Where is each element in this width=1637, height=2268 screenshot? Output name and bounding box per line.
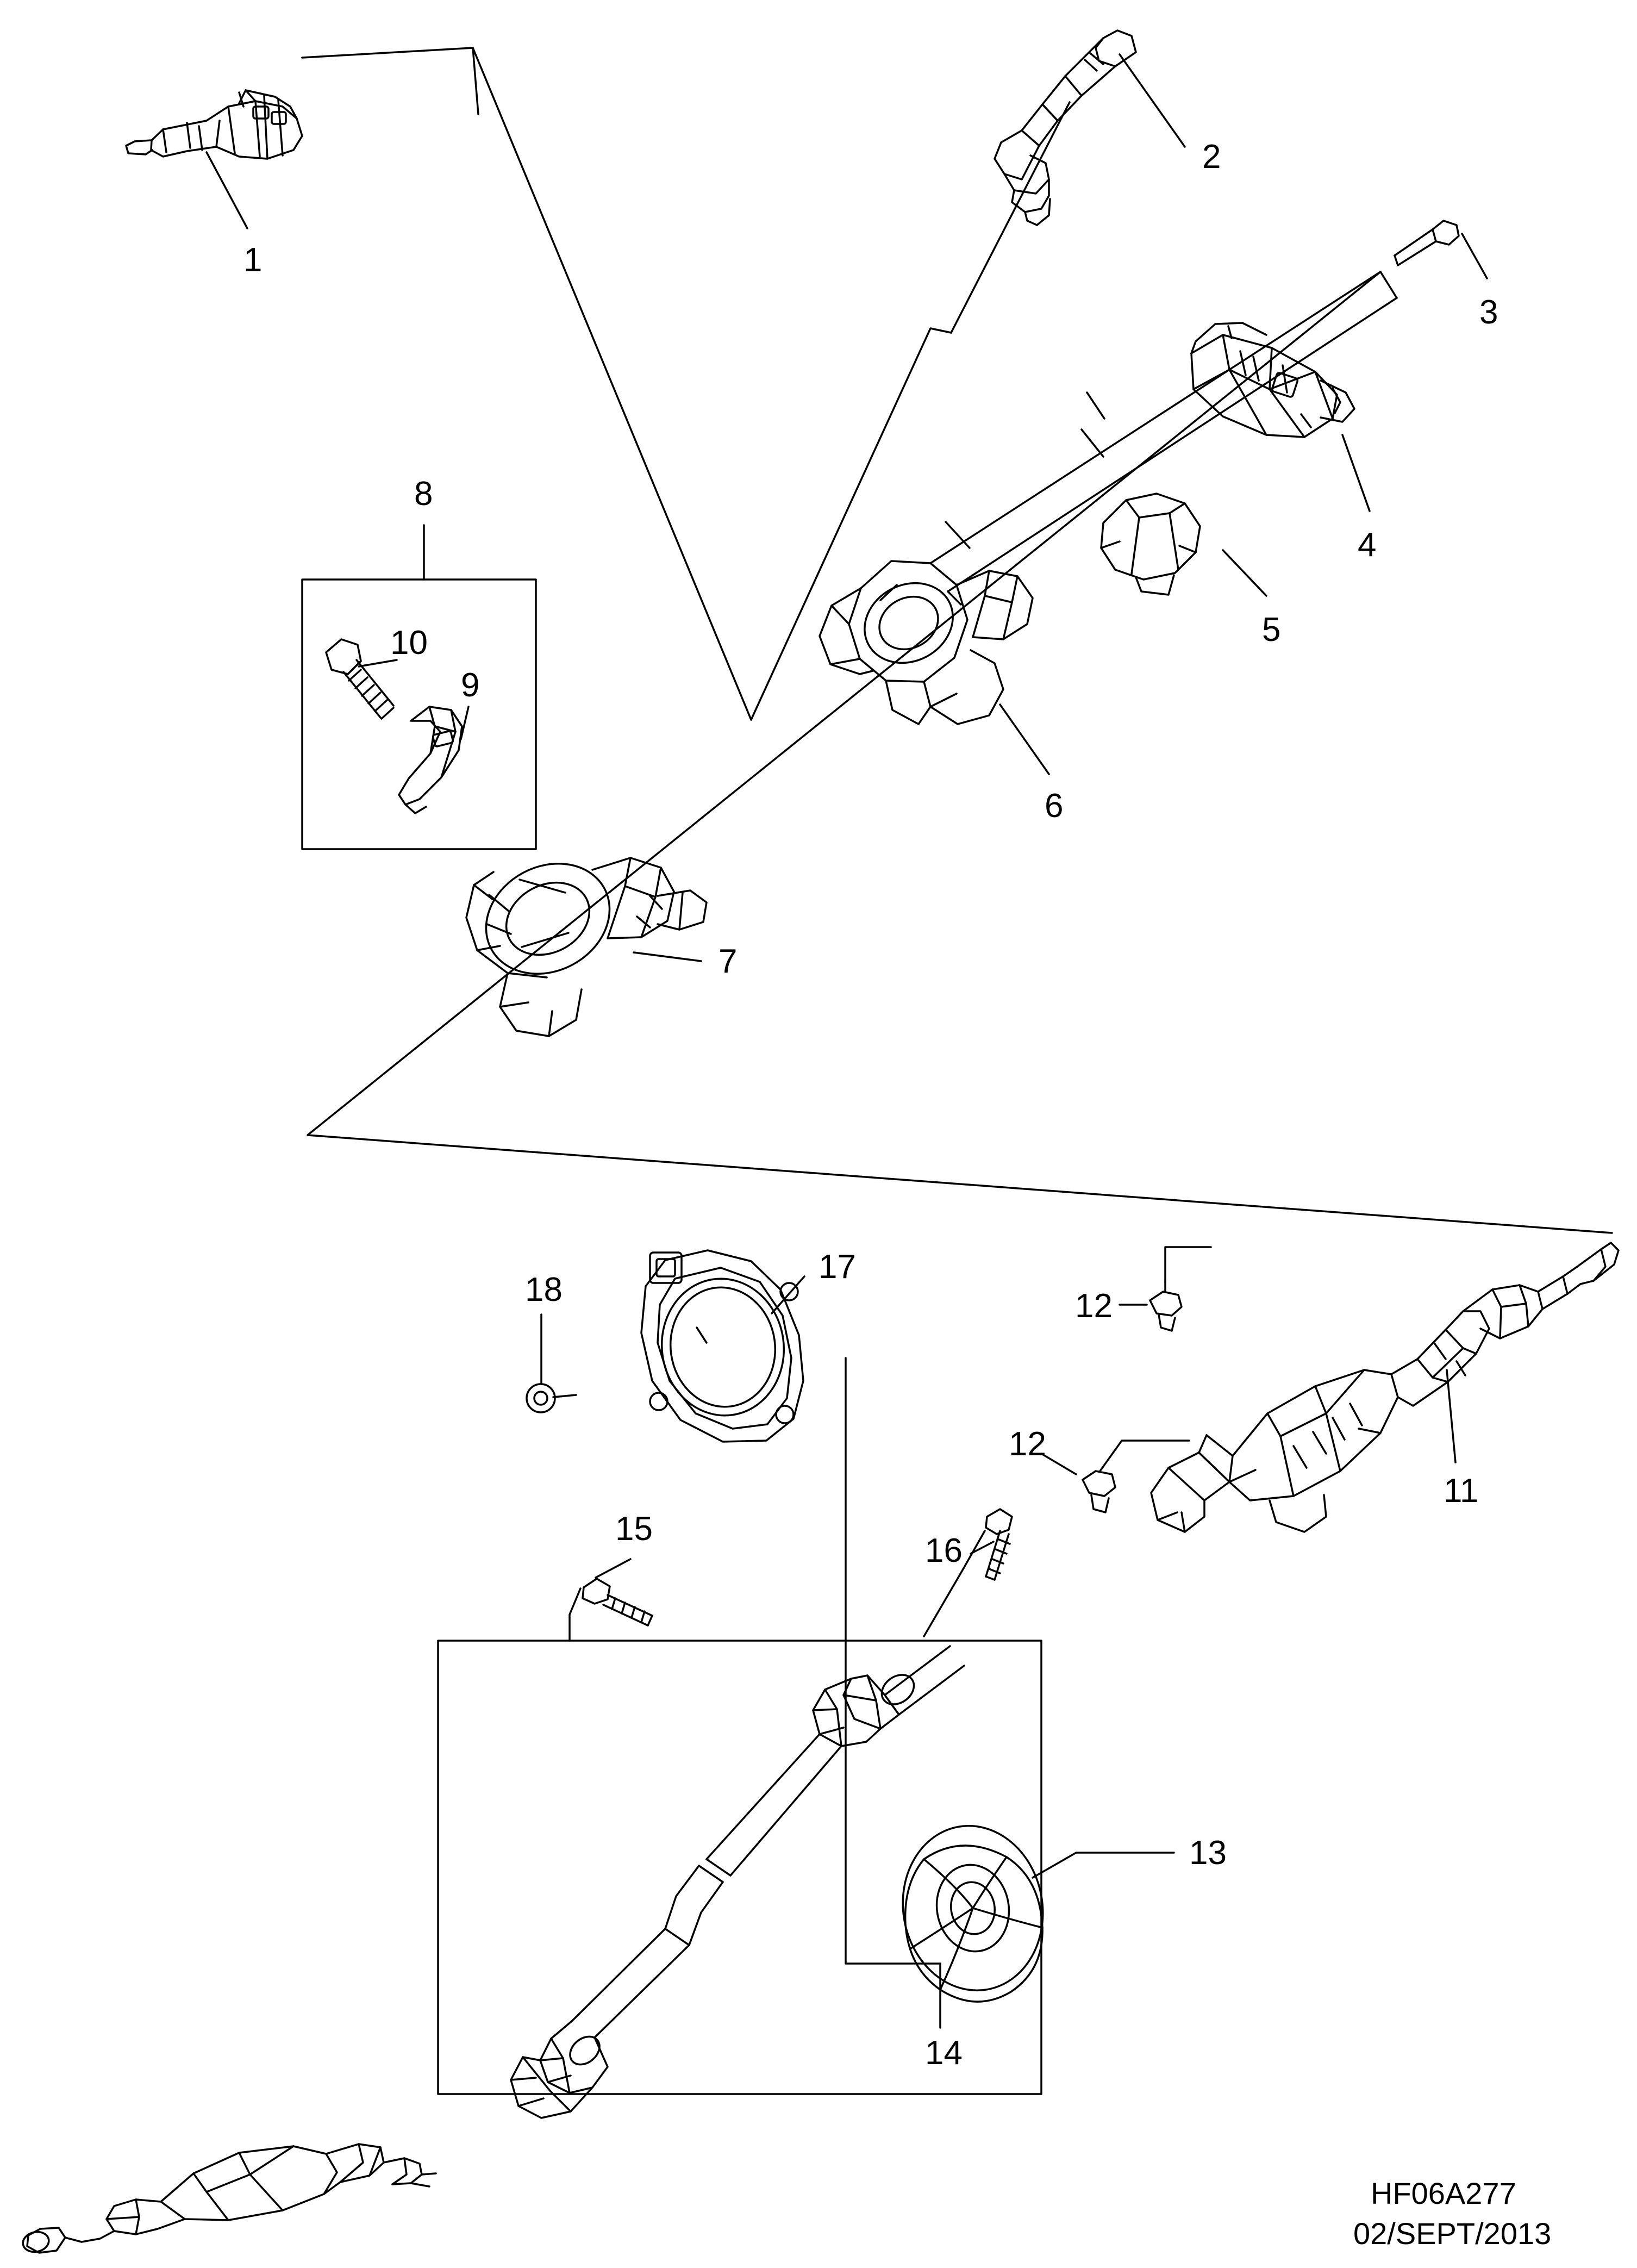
part-15-pinch-bolt bbox=[583, 1579, 652, 1625]
callout-7: 7 bbox=[718, 943, 738, 980]
intermediate-shaft-assembly bbox=[511, 1646, 964, 2118]
callout-12-upper: 12 bbox=[1075, 1287, 1113, 1325]
callout-18: 18 bbox=[525, 1271, 563, 1309]
callout-17: 17 bbox=[818, 1248, 856, 1286]
part-18-seal-plate-bolt bbox=[527, 1384, 576, 1412]
callout-15: 15 bbox=[615, 1510, 653, 1548]
part-10-shear-bolt bbox=[326, 639, 393, 719]
callout-4: 4 bbox=[1358, 526, 1377, 564]
part-8-inset-box bbox=[302, 580, 536, 849]
part-12-mounting-bolt-upper bbox=[1150, 1282, 1182, 1331]
part-11-steering-column-assembly bbox=[1151, 1243, 1619, 1532]
part-3-upper-shaft-pin bbox=[1395, 221, 1459, 265]
part-5-transponder-coil-cover bbox=[1101, 494, 1200, 595]
part-6-column-lock-housing bbox=[820, 561, 1033, 724]
callout-8: 8 bbox=[414, 475, 433, 513]
assembly-group-connector bbox=[308, 272, 1612, 1233]
callout-14: 14 bbox=[925, 2034, 963, 2072]
upper-steering-column-tube bbox=[930, 272, 1397, 591]
upper-group-leader-lines bbox=[302, 48, 1070, 720]
callout-13: 13 bbox=[1189, 1834, 1227, 1872]
part-13-lower-seal-boot bbox=[890, 1815, 1056, 2002]
callout-3: 3 bbox=[1479, 294, 1498, 331]
callout-1: 1 bbox=[243, 241, 263, 279]
callout-11: 11 bbox=[1444, 1472, 1479, 1510]
callout-5: 5 bbox=[1262, 611, 1281, 649]
callout-9: 9 bbox=[461, 666, 480, 704]
steering-rack-assembly bbox=[21, 2144, 436, 2254]
callout-2: 2 bbox=[1202, 138, 1221, 176]
callout-6: 6 bbox=[1045, 787, 1064, 825]
part-12-mounting-bolt-lower bbox=[1083, 1471, 1115, 1512]
part-17-bulkhead-seal-plate bbox=[641, 1250, 803, 1442]
revision-date: 02/SEPT/2013 bbox=[1353, 2216, 1552, 2251]
part-9-retaining-clip bbox=[399, 707, 462, 813]
callout-leader-lines bbox=[207, 54, 1487, 2028]
part-7-clockspring-assembly bbox=[466, 843, 707, 1036]
part-reference-code: HF06A277 bbox=[1371, 2176, 1516, 2210]
part-1-turn-signal-stalk bbox=[126, 90, 302, 159]
part-2-wiper-stalk bbox=[995, 30, 1136, 225]
callout-12-lower: 12 bbox=[1009, 1425, 1046, 1463]
callout-16: 16 bbox=[925, 1532, 963, 1569]
intermediate-shaft-inset-box bbox=[438, 1641, 1041, 2094]
callout-10: 10 bbox=[390, 624, 428, 662]
